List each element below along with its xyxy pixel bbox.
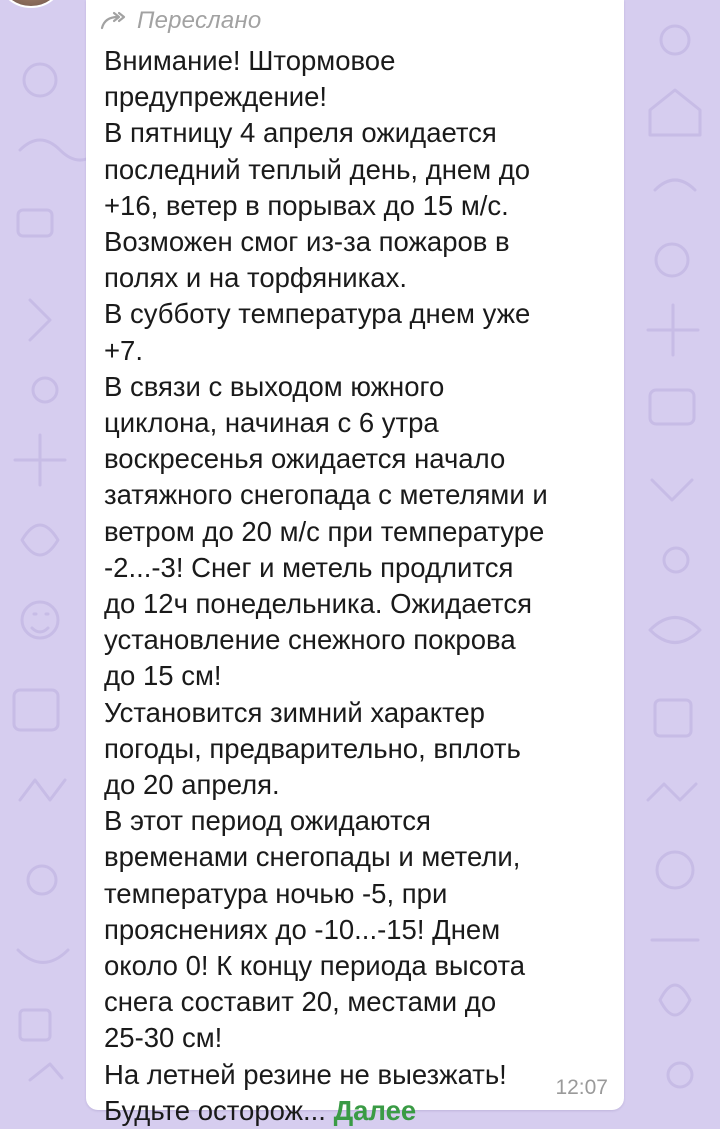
message-line: В пятницу 4 апреля ожидается: [104, 117, 497, 149]
message-time: 12:07: [555, 1076, 608, 1099]
message-text: [104, 43, 604, 1129]
message-line: +7.: [104, 334, 143, 366]
message-line: Возможен смог из-за пожаров в: [104, 226, 510, 258]
message-line: прояснениях до -10...-15! Днем: [104, 913, 501, 945]
message-line: ветром до 20 м/с при температуре: [104, 515, 545, 547]
message-line: полях и на торфяниках.: [104, 262, 407, 294]
message-line: В связи с выходом южного: [104, 370, 445, 402]
message-line: Внимание! Штормовое: [104, 45, 396, 76]
message-line: температура ночью -5, при: [104, 877, 448, 909]
message-line: установление снежного покрова: [104, 624, 516, 656]
message-line: до 15 см!: [104, 660, 222, 692]
message-line: снега составит 20, местами до: [104, 986, 497, 1018]
message-line: В субботу температура днем уже: [104, 298, 531, 330]
message-line: +16, ветер в порывах до 15 м/с.: [104, 189, 509, 221]
message-last-line: [104, 1093, 604, 1129]
forwarded-header: [100, 4, 261, 38]
forward-arrow-icon: [100, 10, 128, 32]
message-line: погоды, предварительно, вплоть: [104, 732, 521, 764]
forwarded-label: Переслано: [137, 7, 262, 34]
message-line: около 0! К концу периода высота: [104, 950, 526, 982]
message-line: до 20 апреля.: [104, 769, 280, 801]
message-line: последний теплый день, днем до: [104, 153, 531, 185]
read-more-link[interactable]: Далее: [333, 1094, 417, 1126]
message-line: На летней резине не выезжать!: [104, 1058, 507, 1090]
message-line: -2...-3! Снег и метель продлится: [104, 551, 514, 583]
message-line: затяжного снегопада с метелями и: [104, 479, 548, 511]
message-line: циклона, начиная с 6 утра: [104, 407, 439, 439]
message-line: до 12ч понедельника. Ожидается: [104, 588, 532, 620]
message-line: временами снегопады и метели,: [104, 841, 521, 873]
message-line: В этот период ожидаются: [104, 805, 431, 837]
message-line: Установится зимний характер: [104, 696, 485, 728]
message-line: 25-30 см!: [104, 1022, 223, 1054]
message-line: предупреждение!: [104, 81, 328, 113]
truncated-text: Будьте осторож...: [104, 1094, 326, 1126]
message-bubble[interactable]: [86, 0, 624, 1126]
message-line: воскресенья ожидается начало: [104, 443, 506, 475]
